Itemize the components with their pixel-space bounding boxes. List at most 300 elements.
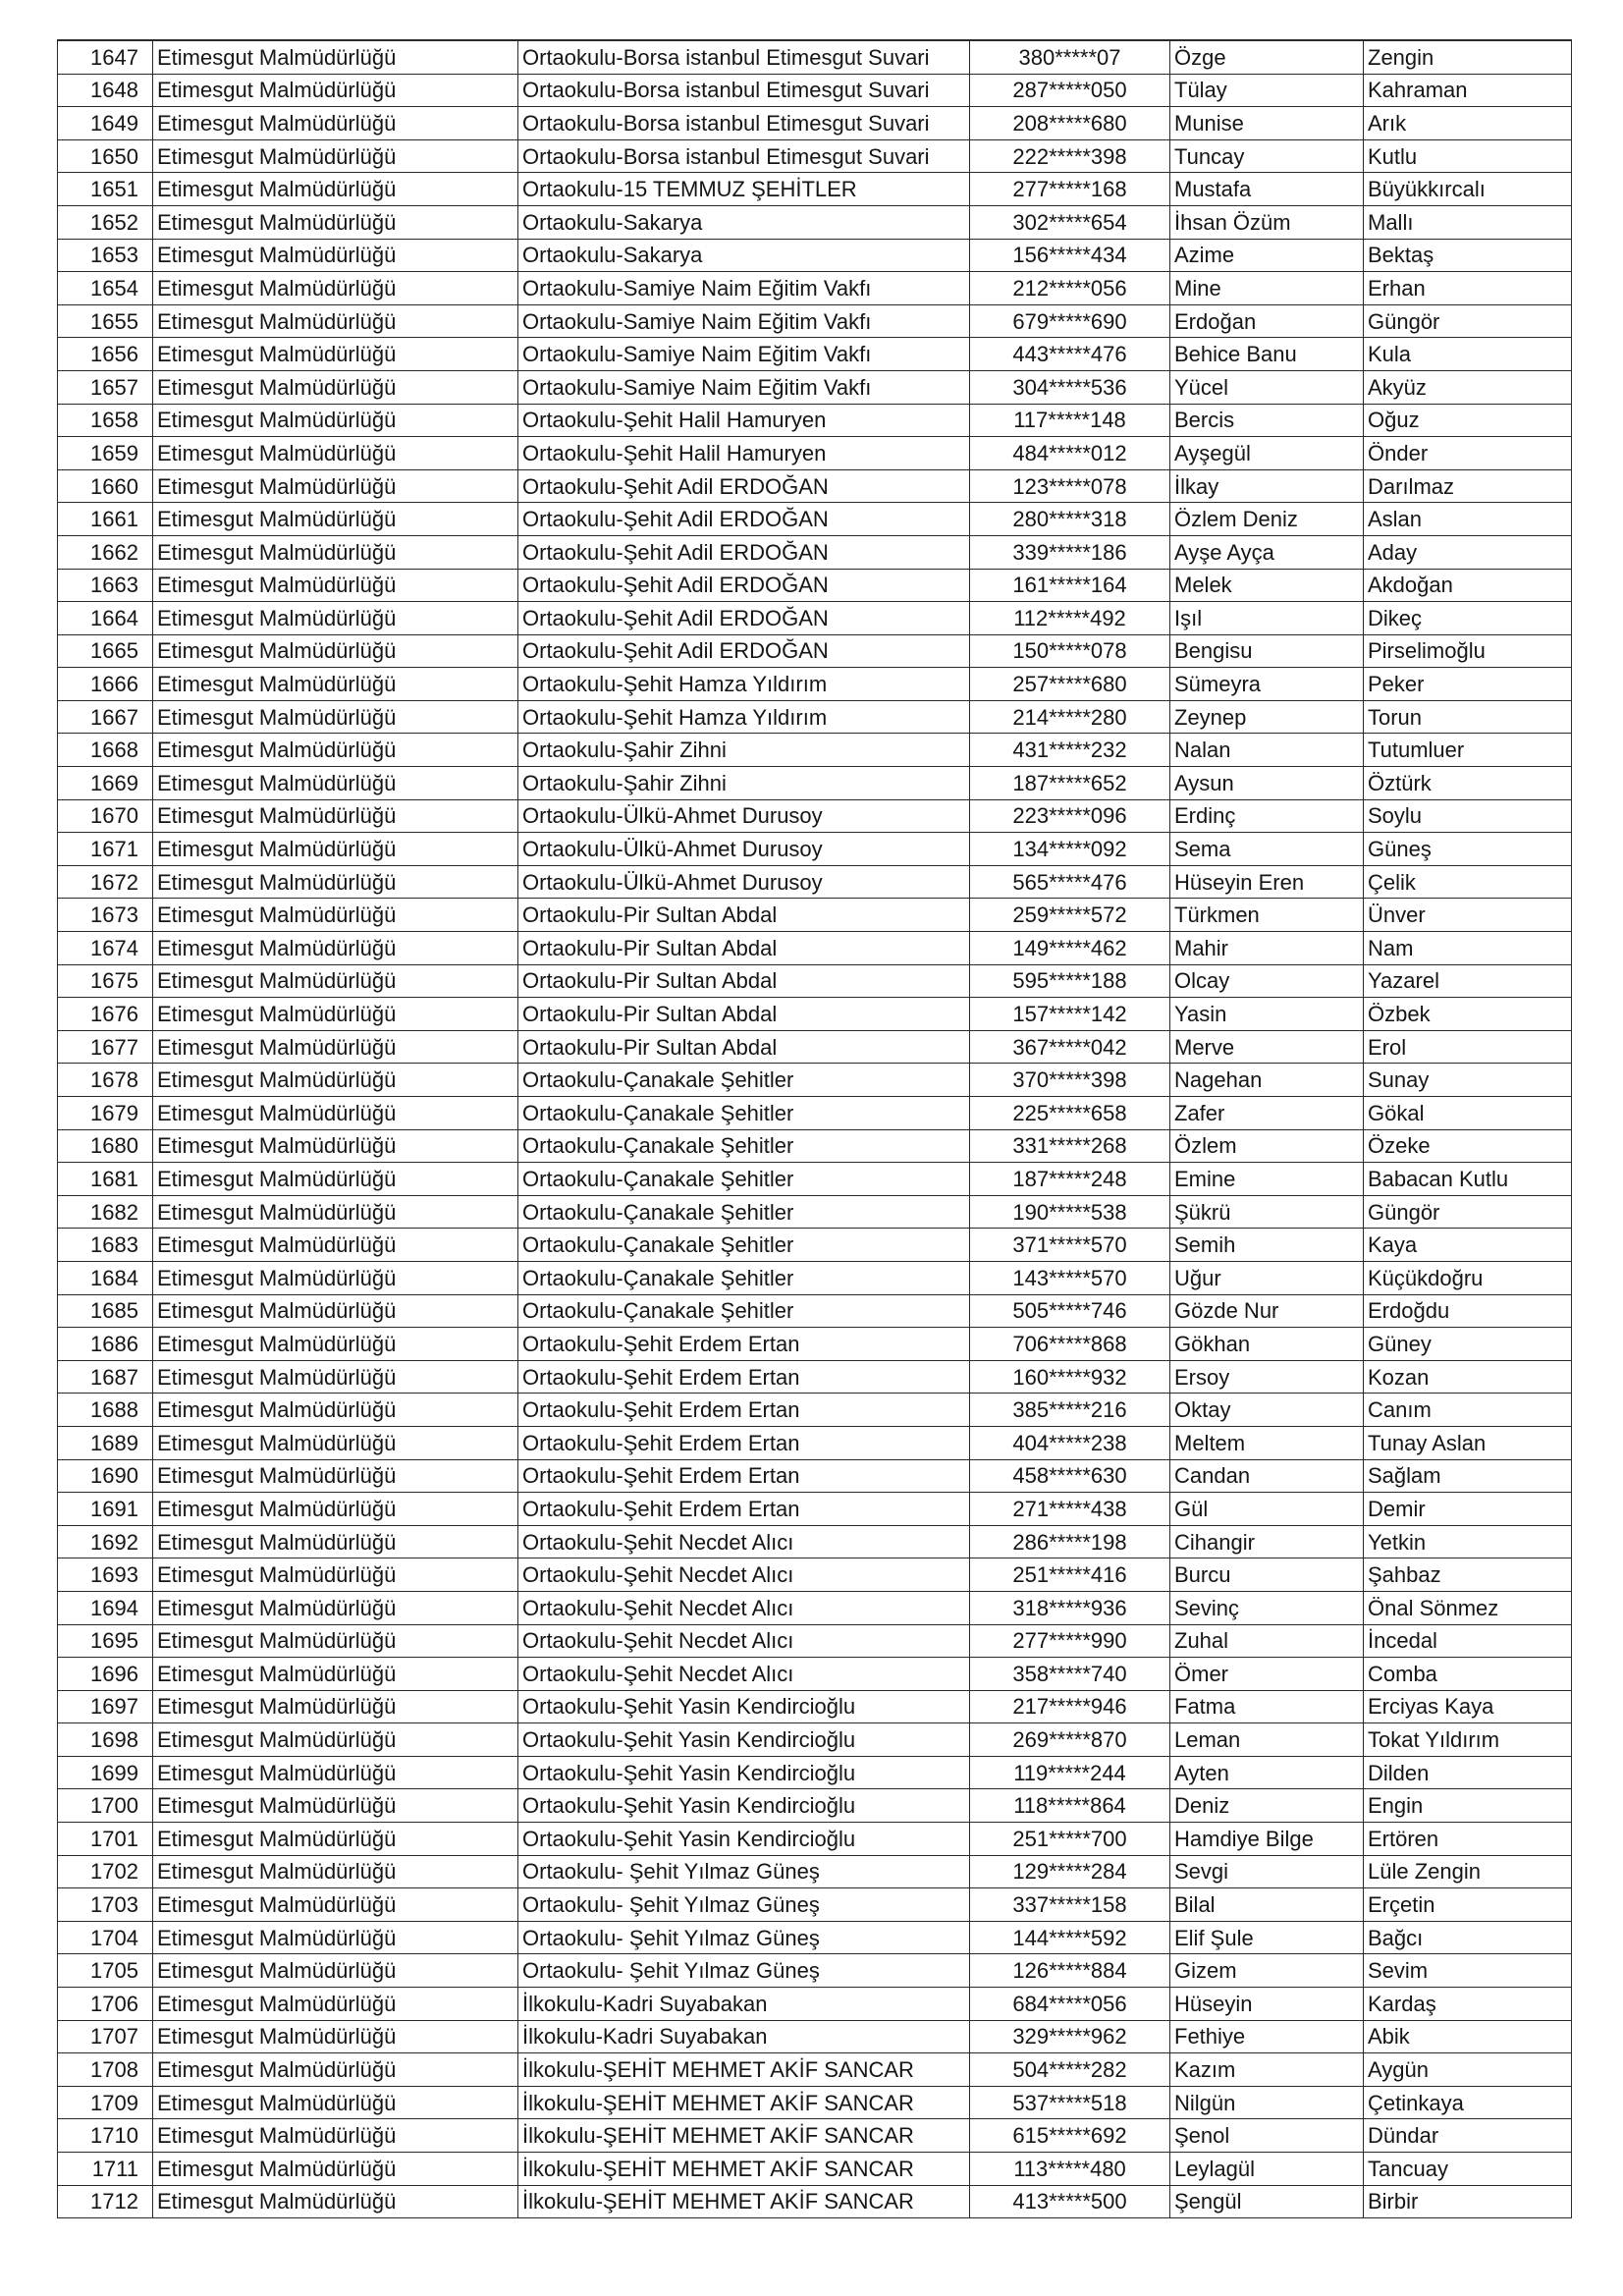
masked-id-cell: 113*****480	[970, 2153, 1170, 2186]
last-name-cell: Akdoğan	[1364, 569, 1572, 602]
table-row	[58, 2053, 1572, 2087]
masked-id-cell: 370*****398	[970, 1064, 1170, 1097]
masked-id-cell: 208*****680	[970, 107, 1170, 140]
first-name-cell: Gökhan	[1170, 1328, 1364, 1361]
first-name-cell: Nalan	[1170, 734, 1364, 767]
first-name-cell: Ayşe Ayça	[1170, 535, 1364, 569]
masked-id-cell: 458*****630	[970, 1459, 1170, 1493]
last-name-cell: Kutlu	[1364, 139, 1572, 173]
row-number-cell: 1710	[58, 2119, 153, 2153]
table-row	[58, 668, 1572, 701]
first-name-cell: Gül	[1170, 1493, 1364, 1526]
table-row	[58, 734, 1572, 767]
table-row	[58, 1163, 1572, 1196]
office-cell: Etimesgut Malmüdürlüğü	[153, 370, 518, 404]
office-cell: Etimesgut Malmüdürlüğü	[153, 734, 518, 767]
school-cell: Ortaokulu-Şehit Erdem Ertan	[518, 1459, 970, 1493]
table-row	[58, 1624, 1572, 1658]
office-cell: Etimesgut Malmüdürlüğü	[153, 700, 518, 734]
office-cell: Etimesgut Malmüdürlüğü	[153, 1097, 518, 1130]
office-cell: Etimesgut Malmüdürlüğü	[153, 1229, 518, 1262]
table-row	[58, 1723, 1572, 1757]
table-row	[58, 1954, 1572, 1988]
masked-id-cell: 118*****864	[970, 1789, 1170, 1823]
school-cell: İlkokulu-ŞEHİT MEHMET AKİF SANCAR	[518, 2086, 970, 2119]
school-cell: Ortaokulu-Şehit Adil ERDOĞAN	[518, 634, 970, 668]
last-name-cell: Küçükdoğru	[1364, 1261, 1572, 1294]
row-number-cell: 1660	[58, 469, 153, 503]
last-name-cell: Zengin	[1364, 40, 1572, 74]
first-name-cell: Özge	[1170, 40, 1364, 74]
masked-id-cell: 257*****680	[970, 668, 1170, 701]
office-cell: Etimesgut Malmüdürlüğü	[153, 833, 518, 866]
office-cell: Etimesgut Malmüdürlüğü	[153, 1328, 518, 1361]
masked-id-cell: 149*****462	[970, 932, 1170, 965]
school-cell: Ortaokulu-Şehit Erdem Ertan	[518, 1360, 970, 1394]
last-name-cell: Babacan Kutlu	[1364, 1163, 1572, 1196]
row-number-cell: 1663	[58, 569, 153, 602]
row-number-cell: 1684	[58, 1261, 153, 1294]
first-name-cell: Meltem	[1170, 1426, 1364, 1459]
first-name-cell: Zeynep	[1170, 700, 1364, 734]
first-name-cell: Hüseyin Eren	[1170, 865, 1364, 899]
row-number-cell: 1669	[58, 767, 153, 800]
masked-id-cell: 160*****932	[970, 1360, 1170, 1394]
row-number-cell: 1659	[58, 437, 153, 470]
office-cell: Etimesgut Malmüdürlüğü	[153, 998, 518, 1031]
row-number-cell: 1680	[58, 1129, 153, 1163]
masked-id-cell: 187*****652	[970, 767, 1170, 800]
row-number-cell: 1699	[58, 1756, 153, 1789]
table-row	[58, 1064, 1572, 1097]
office-cell: Etimesgut Malmüdürlüğü	[153, 404, 518, 437]
first-name-cell: Emine	[1170, 1163, 1364, 1196]
school-cell: Ortaokulu-Şehit Erdem Ertan	[518, 1328, 970, 1361]
last-name-cell: Kahraman	[1364, 74, 1572, 107]
first-name-cell: Kazım	[1170, 2053, 1364, 2087]
office-cell: Etimesgut Malmüdürlüğü	[153, 602, 518, 635]
last-name-cell: Sağlam	[1364, 1459, 1572, 1493]
school-cell: Ortaokulu-Şehit Yasin Kendircioğlu	[518, 1756, 970, 1789]
row-number-cell: 1677	[58, 1030, 153, 1064]
masked-id-cell: 126*****884	[970, 1954, 1170, 1988]
masked-id-cell: 190*****538	[970, 1195, 1170, 1229]
row-number-cell: 1683	[58, 1229, 153, 1262]
row-number-cell: 1712	[58, 2185, 153, 2218]
table-row	[58, 1426, 1572, 1459]
last-name-cell: Sunay	[1364, 1064, 1572, 1097]
table-row	[58, 1229, 1572, 1262]
school-cell: İlkokulu-ŞEHİT MEHMET AKİF SANCAR	[518, 2153, 970, 2186]
school-cell: Ortaokulu-Sakarya	[518, 205, 970, 239]
office-cell: Etimesgut Malmüdürlüğü	[153, 1723, 518, 1757]
office-cell: Etimesgut Malmüdürlüğü	[153, 239, 518, 272]
last-name-cell: Aday	[1364, 535, 1572, 569]
masked-id-cell: 537*****518	[970, 2086, 1170, 2119]
last-name-cell: Abik	[1364, 2020, 1572, 2053]
row-number-cell: 1675	[58, 964, 153, 998]
table-row	[58, 107, 1572, 140]
table-row	[58, 1459, 1572, 1493]
school-cell: Ortaokulu-Borsa istanbul Etimesgut Suvari	[518, 74, 970, 107]
masked-id-cell: 251*****700	[970, 1823, 1170, 1856]
masked-id-cell: 505*****746	[970, 1294, 1170, 1328]
last-name-cell: Mallı	[1364, 205, 1572, 239]
last-name-cell: Kaya	[1364, 1229, 1572, 1262]
office-cell: Etimesgut Malmüdürlüğü	[153, 1591, 518, 1624]
office-cell: Etimesgut Malmüdürlüğü	[153, 2153, 518, 2186]
last-name-cell: Güngör	[1364, 304, 1572, 338]
office-cell: Etimesgut Malmüdürlüğü	[153, 1988, 518, 2021]
last-name-cell: Peker	[1364, 668, 1572, 701]
table-row	[58, 899, 1572, 932]
row-number-cell: 1662	[58, 535, 153, 569]
last-name-cell: Erdoğdu	[1364, 1294, 1572, 1328]
masked-id-cell: 367*****042	[970, 1030, 1170, 1064]
masked-id-cell: 706*****868	[970, 1328, 1170, 1361]
last-name-cell: Şahbaz	[1364, 1558, 1572, 1592]
masked-id-cell: 318*****936	[970, 1591, 1170, 1624]
row-number-cell: 1670	[58, 799, 153, 833]
school-cell: Ortaokulu-Şehit Hamza Yıldırım	[518, 700, 970, 734]
school-cell: İlkokulu-Kadri Suyabakan	[518, 2020, 970, 2053]
last-name-cell: Kula	[1364, 338, 1572, 371]
office-cell: Etimesgut Malmüdürlüğü	[153, 964, 518, 998]
first-name-cell: Özlem	[1170, 1129, 1364, 1163]
office-cell: Etimesgut Malmüdürlüğü	[153, 1823, 518, 1856]
first-name-cell: Elif Şule	[1170, 1921, 1364, 1954]
masked-id-cell: 287*****050	[970, 74, 1170, 107]
last-name-cell: Kardaş	[1364, 1988, 1572, 2021]
first-name-cell: Behice Banu	[1170, 338, 1364, 371]
office-cell: Etimesgut Malmüdürlüğü	[153, 1756, 518, 1789]
masked-id-cell: 615*****692	[970, 2119, 1170, 2153]
table-row	[58, 74, 1572, 107]
office-cell: Etimesgut Malmüdürlüğü	[153, 1030, 518, 1064]
first-name-cell: Şenol	[1170, 2119, 1364, 2153]
school-cell: İlkokulu-Kadri Suyabakan	[518, 1988, 970, 2021]
row-number-cell: 1665	[58, 634, 153, 668]
school-cell: Ortaokulu-Borsa istanbul Etimesgut Suvari	[518, 139, 970, 173]
masked-id-cell: 304*****536	[970, 370, 1170, 404]
table-row	[58, 767, 1572, 800]
masked-id-cell: 329*****962	[970, 2020, 1170, 2053]
table-row	[58, 1328, 1572, 1361]
school-cell: Ortaokulu-Çanakale Şehitler	[518, 1195, 970, 1229]
last-name-cell: Bağcı	[1364, 1921, 1572, 1954]
office-cell: Etimesgut Malmüdürlüğü	[153, 107, 518, 140]
school-cell: Ortaokulu-Şehit Adil ERDOĞAN	[518, 503, 970, 536]
masked-id-cell: 413*****500	[970, 2185, 1170, 2218]
first-name-cell: Sümeyra	[1170, 668, 1364, 701]
first-name-cell: Ömer	[1170, 1658, 1364, 1691]
table-row	[58, 205, 1572, 239]
masked-id-cell: 404*****238	[970, 1426, 1170, 1459]
table-row	[58, 40, 1572, 74]
school-cell: Ortaokulu-Sakarya	[518, 239, 970, 272]
table-row	[58, 535, 1572, 569]
masked-id-cell: 358*****740	[970, 1658, 1170, 1691]
masked-id-cell: 143*****570	[970, 1261, 1170, 1294]
masked-id-cell: 337*****158	[970, 1888, 1170, 1922]
row-number-cell: 1658	[58, 404, 153, 437]
table-row	[58, 2185, 1572, 2218]
school-cell: Ortaokulu-Çanakale Şehitler	[518, 1163, 970, 1196]
table-row	[58, 1888, 1572, 1922]
table-row	[58, 1294, 1572, 1328]
school-cell: İlkokulu-ŞEHİT MEHMET AKİF SANCAR	[518, 2119, 970, 2153]
last-name-cell: Önder	[1364, 437, 1572, 470]
last-name-cell: Demir	[1364, 1493, 1572, 1526]
office-cell: Etimesgut Malmüdürlüğü	[153, 932, 518, 965]
school-cell: İlkokulu-ŞEHİT MEHMET AKİF SANCAR	[518, 2185, 970, 2218]
last-name-cell: Aygün	[1364, 2053, 1572, 2087]
school-cell: Ortaokulu-Şehit Necdet Alıcı	[518, 1624, 970, 1658]
masked-id-cell: 504*****282	[970, 2053, 1170, 2087]
masked-id-cell: 134*****092	[970, 833, 1170, 866]
row-number-cell: 1651	[58, 173, 153, 206]
row-number-cell: 1667	[58, 700, 153, 734]
school-cell: Ortaokulu- Şehit Yılmaz Güneş	[518, 1954, 970, 1988]
first-name-cell: Işıl	[1170, 602, 1364, 635]
masked-id-cell: 259*****572	[970, 899, 1170, 932]
row-number-cell: 1708	[58, 2053, 153, 2087]
table-row	[58, 2153, 1572, 2186]
school-cell: Ortaokulu- Şehit Yılmaz Güneş	[518, 1888, 970, 1922]
table-row	[58, 1558, 1572, 1592]
masked-id-cell: 212*****056	[970, 272, 1170, 305]
last-name-cell: Soylu	[1364, 799, 1572, 833]
office-cell: Etimesgut Malmüdürlüğü	[153, 1624, 518, 1658]
last-name-cell: Engin	[1364, 1789, 1572, 1823]
school-cell: Ortaokulu-Şehit Erdem Ertan	[518, 1394, 970, 1427]
office-cell: Etimesgut Malmüdürlüğü	[153, 1394, 518, 1427]
school-cell: Ortaokulu-Şehit Necdet Alıcı	[518, 1558, 970, 1592]
table-row	[58, 998, 1572, 1031]
last-name-cell: Aslan	[1364, 503, 1572, 536]
school-cell: Ortaokulu-Borsa istanbul Etimesgut Suvari	[518, 40, 970, 74]
first-name-cell: Munise	[1170, 107, 1364, 140]
school-cell: Ortaokulu-Borsa istanbul Etimesgut Suvari	[518, 107, 970, 140]
office-cell: Etimesgut Malmüdürlüğü	[153, 1426, 518, 1459]
table-row	[58, 1360, 1572, 1394]
school-cell: Ortaokulu-Şehit Necdet Alıcı	[518, 1591, 970, 1624]
first-name-cell: Özlem Deniz	[1170, 503, 1364, 536]
row-number-cell: 1709	[58, 2086, 153, 2119]
office-cell: Etimesgut Malmüdürlüğü	[153, 40, 518, 74]
last-name-cell: Güngör	[1364, 1195, 1572, 1229]
office-cell: Etimesgut Malmüdürlüğü	[153, 469, 518, 503]
row-number-cell: 1678	[58, 1064, 153, 1097]
row-number-cell: 1711	[58, 2153, 153, 2186]
table-row	[58, 833, 1572, 866]
first-name-cell: İlkay	[1170, 469, 1364, 503]
school-cell: Ortaokulu-Şehit Necdet Alıcı	[518, 1658, 970, 1691]
school-cell: Ortaokulu-Ülkü-Ahmet Durusoy	[518, 833, 970, 866]
office-cell: Etimesgut Malmüdürlüğü	[153, 205, 518, 239]
masked-id-cell: 269*****870	[970, 1723, 1170, 1757]
last-name-cell: Yetkin	[1364, 1525, 1572, 1558]
first-name-cell: Bilal	[1170, 1888, 1364, 1922]
first-name-cell: Erdinç	[1170, 799, 1364, 833]
first-name-cell: Zafer	[1170, 1097, 1364, 1130]
first-name-cell: Mahir	[1170, 932, 1364, 965]
first-name-cell: Bengisu	[1170, 634, 1364, 668]
last-name-cell: Öztürk	[1364, 767, 1572, 800]
masked-id-cell: 144*****592	[970, 1921, 1170, 1954]
last-name-cell: Kozan	[1364, 1360, 1572, 1394]
last-name-cell: Önal Sönmez	[1364, 1591, 1572, 1624]
last-name-cell: Pirselimoğlu	[1364, 634, 1572, 668]
school-cell: Ortaokulu-Şehit Erdem Ertan	[518, 1426, 970, 1459]
first-name-cell: Gizem	[1170, 1954, 1364, 1988]
table-row	[58, 503, 1572, 536]
row-number-cell: 1671	[58, 833, 153, 866]
table-row	[58, 1525, 1572, 1558]
office-cell: Etimesgut Malmüdürlüğü	[153, 1558, 518, 1592]
first-name-cell: Leylagül	[1170, 2153, 1364, 2186]
last-name-cell: Comba	[1364, 1658, 1572, 1691]
table-row	[58, 932, 1572, 965]
masked-id-cell: 286*****198	[970, 1525, 1170, 1558]
first-name-cell: İhsan Özüm	[1170, 205, 1364, 239]
first-name-cell: Mine	[1170, 272, 1364, 305]
masked-id-cell: 119*****244	[970, 1756, 1170, 1789]
last-name-cell: Özbek	[1364, 998, 1572, 1031]
masked-id-cell: 271*****438	[970, 1493, 1170, 1526]
last-name-cell: Güneş	[1364, 833, 1572, 866]
row-number-cell: 1661	[58, 503, 153, 536]
office-cell: Etimesgut Malmüdürlüğü	[153, 1294, 518, 1328]
row-number-cell: 1697	[58, 1690, 153, 1723]
masked-id-cell: 123*****078	[970, 469, 1170, 503]
last-name-cell: Gökal	[1364, 1097, 1572, 1130]
row-number-cell: 1701	[58, 1823, 153, 1856]
row-number-cell: 1681	[58, 1163, 153, 1196]
school-cell: Ortaokulu-Şehit Adil ERDOĞAN	[518, 569, 970, 602]
row-number-cell: 1707	[58, 2020, 153, 2053]
office-cell: Etimesgut Malmüdürlüğü	[153, 2086, 518, 2119]
first-name-cell: Türkmen	[1170, 899, 1364, 932]
office-cell: Etimesgut Malmüdürlüğü	[153, 1855, 518, 1888]
row-number-cell: 1693	[58, 1558, 153, 1592]
table-row	[58, 1823, 1572, 1856]
first-name-cell: Sema	[1170, 833, 1364, 866]
office-cell: Etimesgut Malmüdürlüğü	[153, 2020, 518, 2053]
school-cell: Ortaokulu-Pir Sultan Abdal	[518, 899, 970, 932]
last-name-cell: Büyükkırcalı	[1364, 173, 1572, 206]
school-cell: Ortaokulu-Samiye Naim Eğitim Vakfı	[518, 304, 970, 338]
office-cell: Etimesgut Malmüdürlüğü	[153, 1525, 518, 1558]
first-name-cell: Gözde Nur	[1170, 1294, 1364, 1328]
masked-id-cell: 277*****990	[970, 1624, 1170, 1658]
office-cell: Etimesgut Malmüdürlüğü	[153, 899, 518, 932]
last-name-cell: Bektaş	[1364, 239, 1572, 272]
row-number-cell: 1657	[58, 370, 153, 404]
masked-id-cell: 331*****268	[970, 1129, 1170, 1163]
table-row	[58, 865, 1572, 899]
table-row	[58, 964, 1572, 998]
office-cell: Etimesgut Malmüdürlüğü	[153, 1064, 518, 1097]
masked-id-cell: 431*****232	[970, 734, 1170, 767]
table-row	[58, 1921, 1572, 1954]
table-row	[58, 1591, 1572, 1624]
last-name-cell: Erhan	[1364, 272, 1572, 305]
office-cell: Etimesgut Malmüdürlüğü	[153, 799, 518, 833]
office-cell: Etimesgut Malmüdürlüğü	[153, 1888, 518, 1922]
table-row	[58, 370, 1572, 404]
masked-id-cell: 225*****658	[970, 1097, 1170, 1130]
last-name-cell: Dikeç	[1364, 602, 1572, 635]
last-name-cell: Tutumluer	[1364, 734, 1572, 767]
table-row	[58, 1394, 1572, 1427]
row-number-cell: 1682	[58, 1195, 153, 1229]
masked-id-cell: 280*****318	[970, 503, 1170, 536]
row-number-cell: 1647	[58, 40, 153, 74]
school-cell: Ortaokulu-Pir Sultan Abdal	[518, 1030, 970, 1064]
last-name-cell: Canım	[1364, 1394, 1572, 1427]
school-cell: Ortaokulu-Şahir Zihni	[518, 734, 970, 767]
school-cell: Ortaokulu-Pir Sultan Abdal	[518, 998, 970, 1031]
masked-id-cell: 150*****078	[970, 634, 1170, 668]
first-name-cell: Fatma	[1170, 1690, 1364, 1723]
row-number-cell: 1679	[58, 1097, 153, 1130]
masked-id-cell: 251*****416	[970, 1558, 1170, 1592]
last-name-cell: Nam	[1364, 932, 1572, 965]
row-number-cell: 1668	[58, 734, 153, 767]
school-cell: Ortaokulu- Şehit Yılmaz Güneş	[518, 1921, 970, 1954]
first-name-cell: Mustafa	[1170, 173, 1364, 206]
office-cell: Etimesgut Malmüdürlüğü	[153, 1954, 518, 1988]
row-number-cell: 1676	[58, 998, 153, 1031]
first-name-cell: Semih	[1170, 1229, 1364, 1262]
first-name-cell: Zuhal	[1170, 1624, 1364, 1658]
masked-id-cell: 157*****142	[970, 998, 1170, 1031]
office-cell: Etimesgut Malmüdürlüğü	[153, 2053, 518, 2087]
office-cell: Etimesgut Malmüdürlüğü	[153, 304, 518, 338]
first-name-cell: Leman	[1170, 1723, 1364, 1757]
row-number-cell: 1653	[58, 239, 153, 272]
table-row	[58, 1690, 1572, 1723]
masked-id-cell: 129*****284	[970, 1855, 1170, 1888]
last-name-cell: Dündar	[1364, 2119, 1572, 2153]
school-cell: Ortaokulu-Şehit Yasin Kendircioğlu	[518, 1723, 970, 1757]
masked-id-cell: 223*****096	[970, 799, 1170, 833]
table-row	[58, 1756, 1572, 1789]
masked-id-cell: 371*****570	[970, 1229, 1170, 1262]
masked-id-cell: 302*****654	[970, 205, 1170, 239]
school-cell: Ortaokulu-Samiye Naim Eğitim Vakfı	[518, 338, 970, 371]
table-row	[58, 1988, 1572, 2021]
last-name-cell: Erçetin	[1364, 1888, 1572, 1922]
masked-id-cell: 277*****168	[970, 173, 1170, 206]
office-cell: Etimesgut Malmüdürlüğü	[153, 1658, 518, 1691]
table-row	[58, 304, 1572, 338]
first-name-cell: Cihangir	[1170, 1525, 1364, 1558]
table-row	[58, 602, 1572, 635]
first-name-cell: Burcu	[1170, 1558, 1364, 1592]
row-number-cell: 1698	[58, 1723, 153, 1757]
table-row	[58, 1789, 1572, 1823]
office-cell: Etimesgut Malmüdürlüğü	[153, 1921, 518, 1954]
last-name-cell: Dilden	[1364, 1756, 1572, 1789]
office-cell: Etimesgut Malmüdürlüğü	[153, 1261, 518, 1294]
office-cell: Etimesgut Malmüdürlüğü	[153, 569, 518, 602]
last-name-cell: Lüle Zengin	[1364, 1855, 1572, 1888]
table-row	[58, 469, 1572, 503]
office-cell: Etimesgut Malmüdürlüğü	[153, 668, 518, 701]
school-cell: Ortaokulu-Samiye Naim Eğitim Vakfı	[518, 272, 970, 305]
